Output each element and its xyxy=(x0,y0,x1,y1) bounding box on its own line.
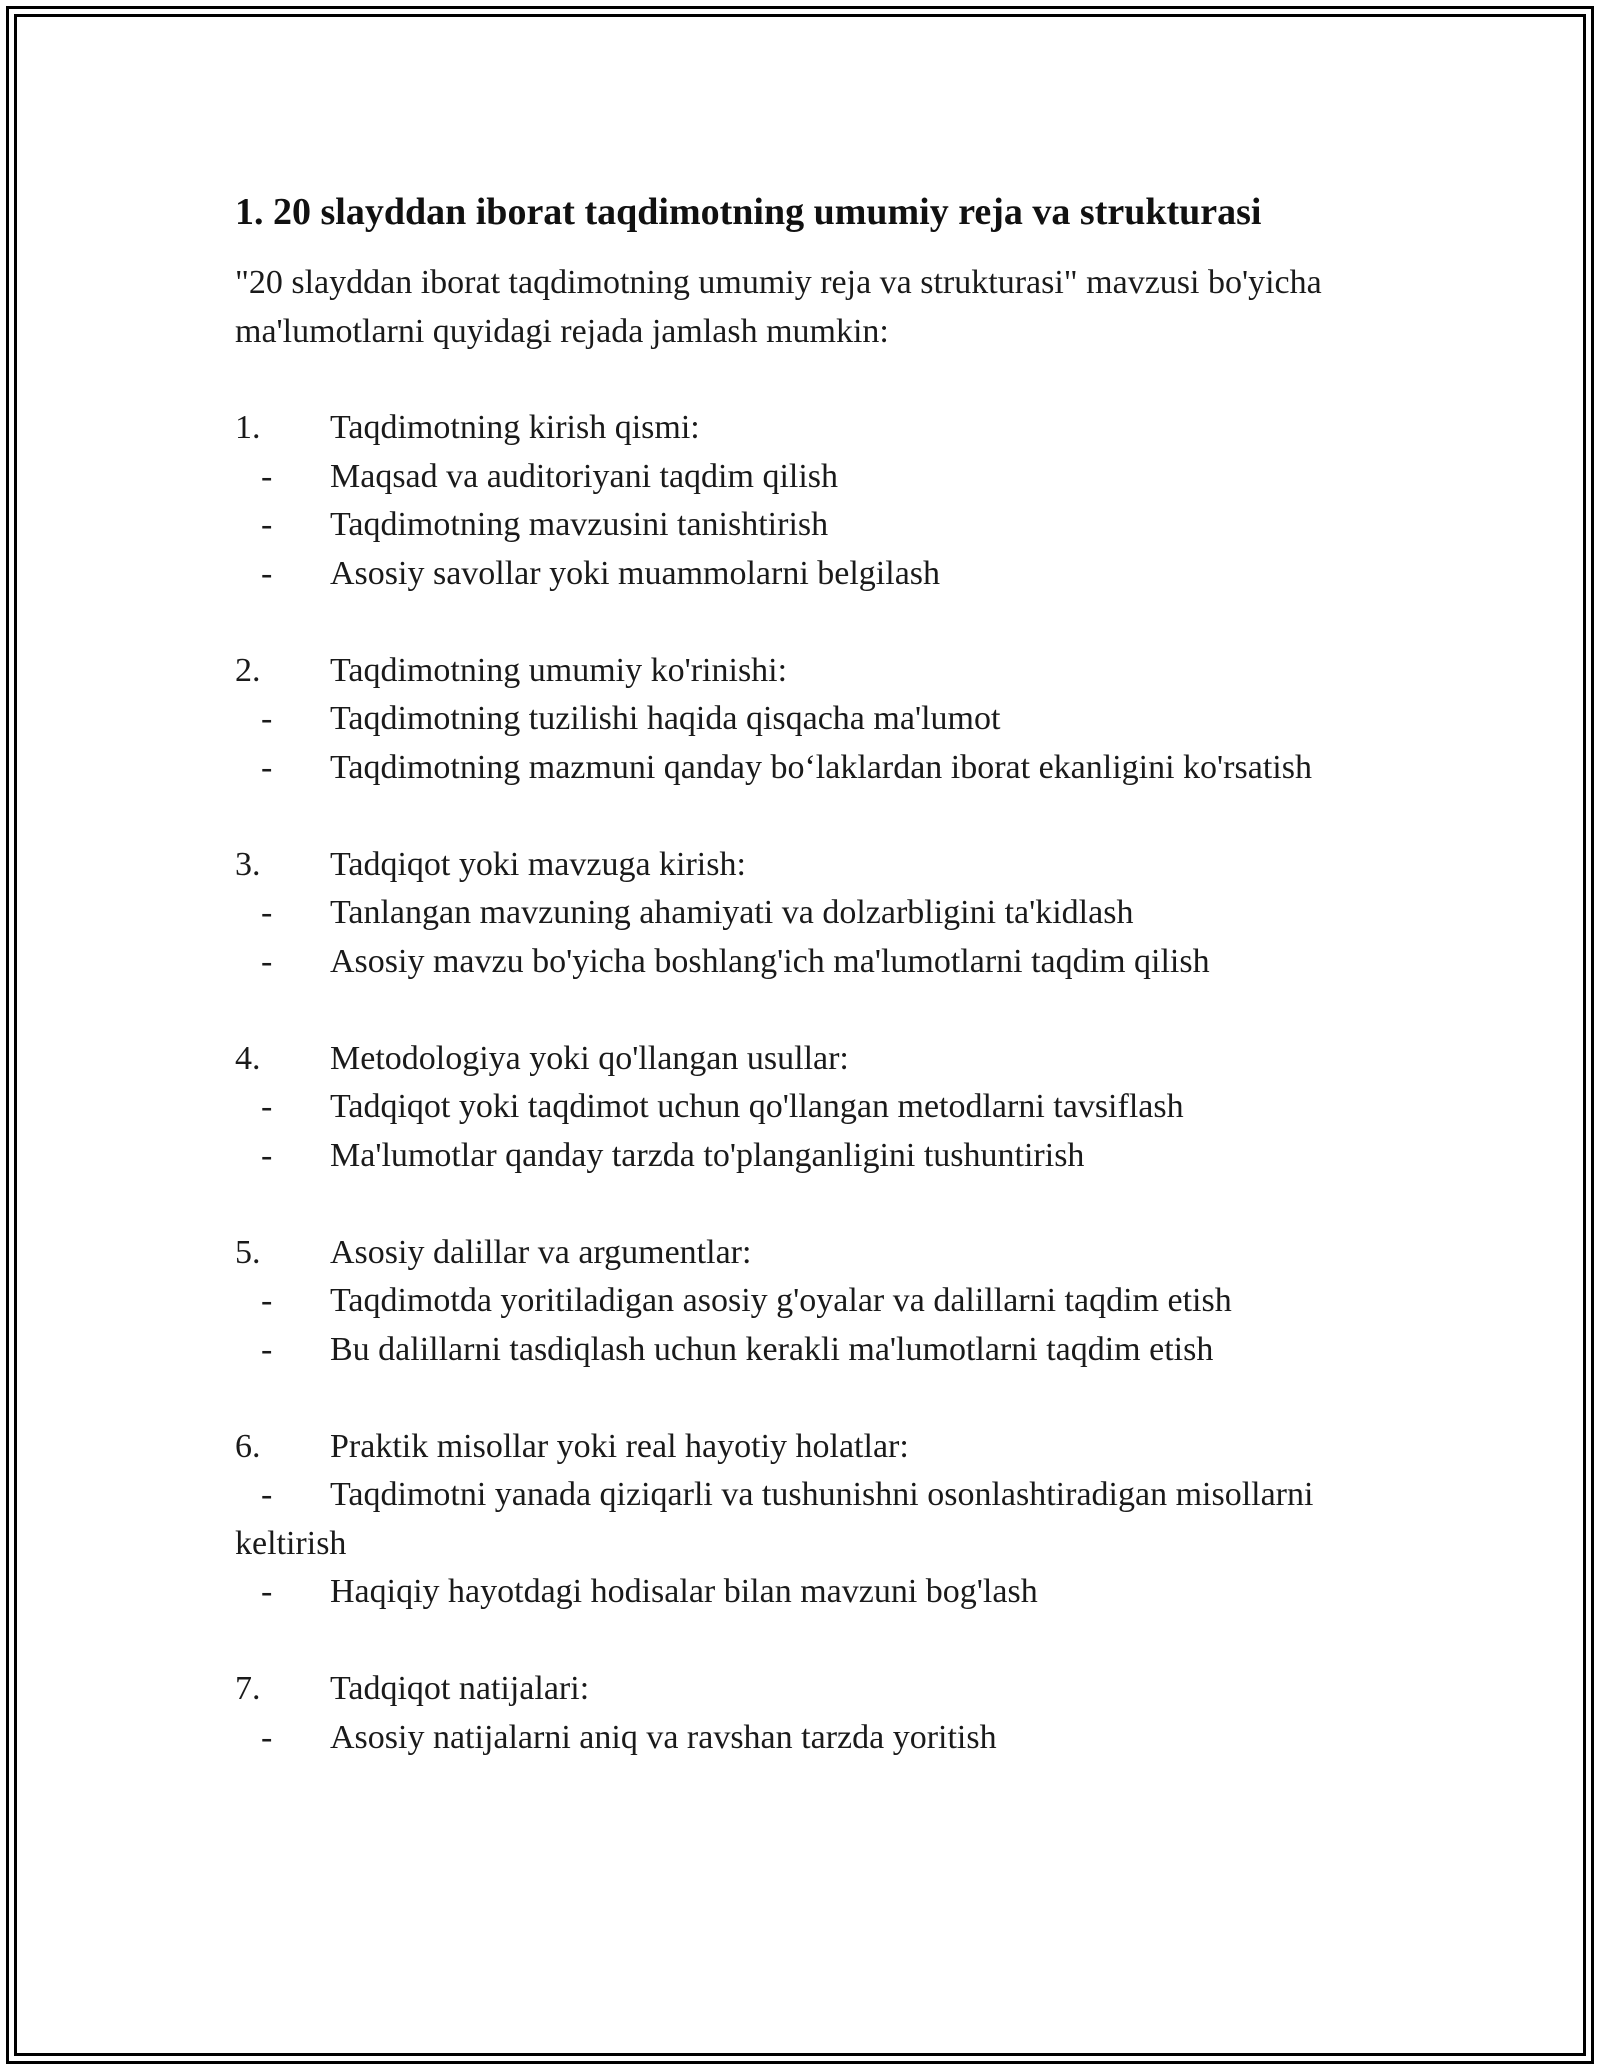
list-section xyxy=(235,1229,1365,1375)
section-number: 6. xyxy=(235,1427,261,1465)
section-heading xyxy=(235,1665,1365,1714)
bullet-dash: - xyxy=(261,1330,273,1368)
bullet-dash: - xyxy=(261,1136,273,1174)
list-item xyxy=(235,1471,1365,1568)
bullet-dash: - xyxy=(261,554,273,592)
section-number: 2. xyxy=(235,651,261,689)
section-number: 7. xyxy=(235,1670,261,1707)
list-item xyxy=(235,550,1365,599)
list-item xyxy=(235,1714,1365,1763)
list-item-text: Taqdimotda yoritiladigan asosiy g'oyalar va dalillarni taqdim etish xyxy=(330,1282,1232,1319)
list-section xyxy=(235,647,1365,793)
list-item-text: Taqdimotning mazmuni qanday bo‘laklardan iborat ekanligini ko'rsatish xyxy=(330,748,1312,786)
list-section xyxy=(235,1665,1365,1762)
section-heading-text: Taqdimotning umumiy ko'rinishi: xyxy=(330,651,788,689)
document-page xyxy=(235,185,1365,1811)
section-heading-text: Tadqiqot yoki mavzuga kirish: xyxy=(330,845,746,883)
bullet-dash: - xyxy=(261,1088,273,1125)
list-item xyxy=(235,1326,1365,1375)
bullet-dash: - xyxy=(261,1718,273,1756)
section-number: 1. xyxy=(235,409,261,446)
section-heading-text: Praktik misollar yoki real hayotiy holatlar: xyxy=(330,1427,909,1465)
list-item-text: Taqdimotni yanada qiziqarli va tushunishni osonlashtiradigan misollarni keltirish xyxy=(235,1476,1314,1562)
list-item-text: Asosiy mavzu bo'yicha boshlang'ich ma'lumotlarni taqdim qilish xyxy=(330,942,1210,980)
list-item-text: Haqiqiy hayotdagi hodisalar bilan mavzuni bog'lash xyxy=(330,1573,1038,1610)
list-item xyxy=(235,1083,1365,1132)
list-item-text: Asosiy savollar yoki muammolarni belgilash xyxy=(330,554,941,592)
list-item xyxy=(235,889,1365,938)
section-number: 5. xyxy=(235,1233,261,1271)
list-item xyxy=(235,695,1365,744)
list-item xyxy=(235,1277,1365,1326)
section-heading xyxy=(235,841,1365,890)
document-title: 1. 20 slayddan iborat taqdimotning umumiy reja va strukturasi xyxy=(235,191,1262,233)
bullet-dash: - xyxy=(261,457,273,495)
section-heading-text: Asosiy dalillar va argumentlar: xyxy=(330,1233,752,1271)
section-heading xyxy=(235,1035,1365,1084)
section-heading xyxy=(235,647,1365,696)
list-item-text: Tanlangan mavzuning ahamiyati va dolzarbligini ta'kidlash xyxy=(330,894,1134,931)
list-item-text: Bu dalillarni tasdiqlash uchun kerakli ma'lumotlarni taqdim etish xyxy=(330,1330,1214,1368)
section-heading-text: Tadqiqot natijalari: xyxy=(330,1670,590,1707)
bullet-dash: - xyxy=(261,748,273,786)
list-item-text: Taqdimotning mavzusini tanishtirish xyxy=(330,506,829,543)
bullet-dash: - xyxy=(261,1573,273,1610)
list-item xyxy=(235,744,1365,793)
bullet-dash: - xyxy=(261,700,273,737)
section-heading xyxy=(235,404,1365,453)
intro-paragraph: "20 slayddan iborat taqdimotning umumiy reja va strukturasi" mavzusi bo'yicha ma'lumotlarni quyidagi rejada jamlash mumkin: xyxy=(235,264,1322,350)
list-item xyxy=(235,453,1365,502)
section-number: 3. xyxy=(235,845,261,883)
list-section xyxy=(235,1423,1365,1617)
list-item xyxy=(235,938,1365,987)
list-item-text: Maqsad va auditoriyani taqdim qilish xyxy=(330,457,839,495)
list-item xyxy=(235,1132,1365,1181)
list-section xyxy=(235,1035,1365,1181)
list-item-text: Taqdimotning tuzilishi haqida qisqacha ma'lumot xyxy=(330,700,1001,737)
list-item xyxy=(235,501,1365,550)
list-item xyxy=(235,1568,1365,1617)
section-heading xyxy=(235,1229,1365,1278)
bullet-dash: - xyxy=(261,942,273,980)
bullet-dash: - xyxy=(261,894,273,931)
section-heading-text: Metodologiya yoki qo'llangan usullar: xyxy=(330,1039,849,1077)
bullet-dash: - xyxy=(261,1282,273,1319)
list-section xyxy=(235,841,1365,987)
list-item-text: Tadqiqot yoki taqdimot uchun qo'llangan metodlarni tavsiflash xyxy=(330,1088,1184,1125)
bullet-dash: - xyxy=(261,1476,273,1513)
section-number: 4. xyxy=(235,1039,261,1077)
section-heading xyxy=(235,1423,1365,1472)
bullet-dash: - xyxy=(261,506,273,543)
list-section xyxy=(235,404,1365,598)
section-heading-text: Taqdimotning kirish qismi: xyxy=(330,409,700,446)
section-list xyxy=(235,404,1365,1762)
list-item-text: Asosiy natijalarni aniq va ravshan tarzda yoritish xyxy=(330,1718,997,1756)
list-item-text: Ma'lumotlar qanday tarzda to'planganligini tushuntirish xyxy=(330,1136,1085,1174)
